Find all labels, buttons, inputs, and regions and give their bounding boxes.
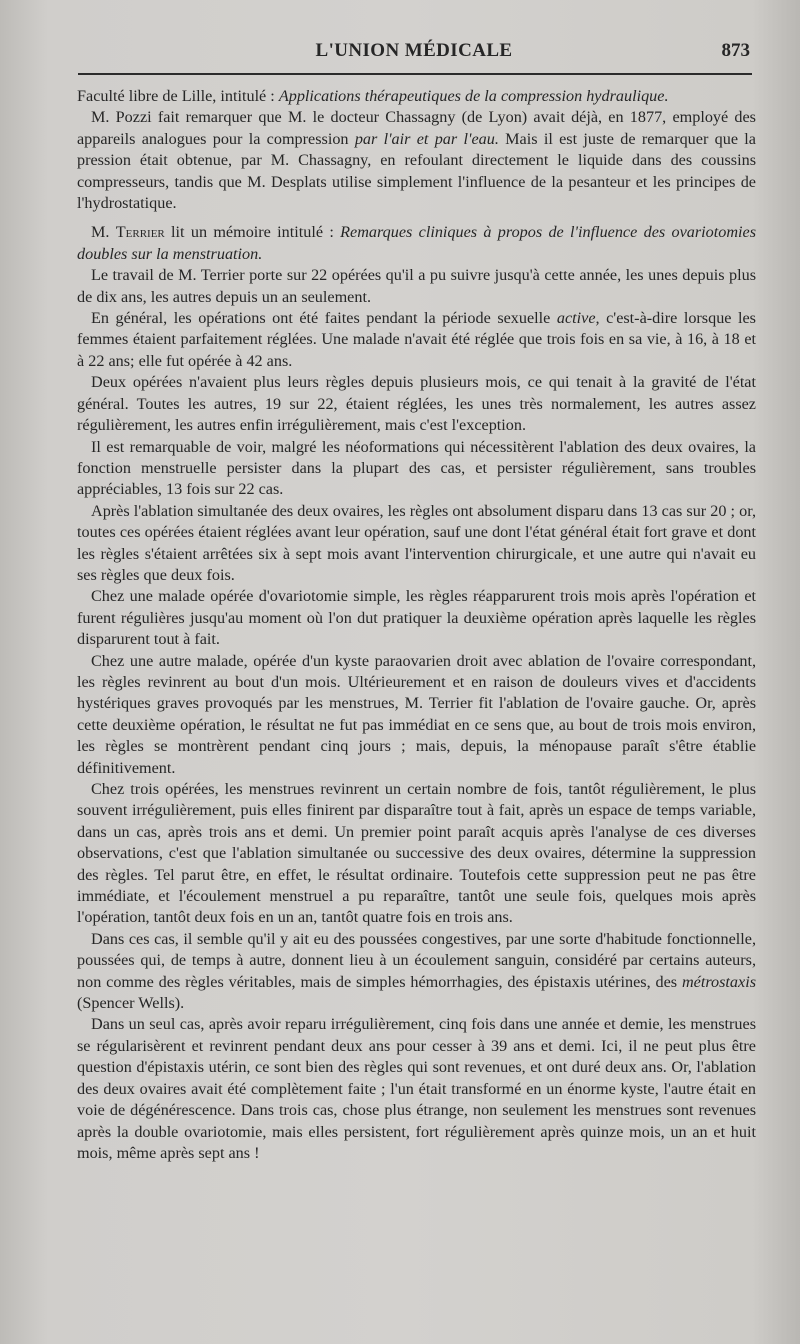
paragraph-text: c'est-à-dire lorsque les femmes étaient parfaitement réglées. Une malade n'avait été réglée que trois fois en sa vie, à 16, à 18 et à 22 ans; elle fut opérée à 42 ans. [77,309,756,370]
paragraph-text: Mais il est juste de remarquer que la pression était obtenue, par M. Chassagny, en refoulant directement le liquide dans des coussins compresseurs, tandis que M. Desplats utilise simplement l'influence de la pesanteur et les principes de l'hydrostatique. [77,129,756,213]
paragraph: Après l'ablation simultanée des deux ovaires, les règles ont absolument disparu dans 13 cas sur 20 ; or, toutes ces opérées étaient réglées avant leur opération, sauf une dont l'état général était fort grave et dont les règles s'étaient arrêtées six à sept mois avant l'intervention chirurgicale, et une autre qui n'avait eu ses règles que deux fois. [77,501,756,584]
running-head [78,36,750,68]
paragraph-text: (Spencer Wells). [77,994,185,1013]
paragraph-text: lit un mémoire intitulé : [164,223,341,242]
paragraph: Deux opérées n'avaient plus leurs règles depuis plusieurs mois, ce qui tenait à la gravité de l'état général. Toutes les autres, 19 sur 22, étaient réglées, les unes très normalement, les autres assez régulièrement, les autres enfin irrégulièrement, mais c'est l'exception. [77,373,756,435]
paragraph-text: M. Pozzi fait remarquer que M. le docteur Chassagny (de Lyon) avait déjà, en 1877, employé des appareils analogues pour la compression [77,108,756,148]
paragraph-text: M. [91,223,116,242]
paragraph-italic: métrostaxis [681,972,756,991]
article-body [77,86,756,1164]
journal-title: L'UNION MÉDICALE [315,40,513,61]
memoire-title: Remarques cliniques à propos de l'influence des ovariotomies doubles sur la menstruation. [77,223,757,263]
paragraph-italic: par l'air et par l'eau. [354,129,499,148]
paragraph-italic: Applications thérapeutiques de la compression hydraulique. [278,87,669,105]
paragraph: Chez une malade opérée d'ovariotomie simple, les règles réapparurent trois mois après l'opération et furent régulières jusqu'au moment où l'on dut pratiquer la deuxième opération après laquelle les règles disparurent tout à fait. [77,587,756,649]
paragraph-text: Faculté libre de Lille, intitulé : [77,87,279,105]
paragraph-metrostaxis [77,929,756,1015]
header-rule [78,73,752,75]
paragraph-italic: active, [556,309,600,328]
paragraph-terrier-memoire [77,222,756,265]
paragraph: Il est remarquable de voir, malgré les néoformations qui nécessitèrent l'ablation des deux ovaires, la fonction menstruelle persister dans la plupart des cas, et persister régulièrement, sans troubles appréciables, 13 fois sur 22 cas. [77,437,756,499]
paragraph: Dans un seul cas, après avoir reparu irrégulièrement, cinq fois dans une année et demie, les menstrues se régularisèrent et revinrent pendant deux ans pour cesser à 39 ans et demi. Ici, il ne peut plus être question d'épistaxis utérin, ce sont bien des règles qui sont revenues, et ont duré deux ans. Or, l'ablation des deux ovaires avait été complètement faite ; l'un était transformé en un énorme kyste, l'autre était en voie de dégénérescence. Dans trois cas, chose plus étrange, non seulement les menstrues sont revenues après la double ovariotomie, mais elles persistent, fort régulièrement après quinze mois, un an et huit mois, même après sept ans ! [77,1015,756,1162]
paragraph-periode-sexuelle [77,308,756,372]
page-number: 873 [721,40,750,61]
paragraph: Chez trois opérées, les menstrues revinrent un certain nombre de fois, tantôt régulièrement, le plus souvent irrégulièrement, puis elles finirent par disparaître tout à fait, après un espace de temps variable, dans un cas, après trois ans et demi. Un premier point paraît acquis après l'analyse de ces diverses observations, c'est que l'ablation simultanée ou successive des deux ovaires, détermine la suppression des règles. Tel parut être, en effet, le résultat ordinaire. Toutefois cette suppression peut ne pas être immédiate, et l'écoulement menstruel a pu reparaître, tantôt une seule fois, quelques mois après l'opération, tantôt deux fois en un an, tantôt quatre fois en trois ans. [77,780,756,927]
paragraph: Chez une autre malade, opérée d'un kyste paraovarien droit avec ablation de l'ovaire correspondant, les règles revinrent au bout d'un mois. Ultérieurement et en raison de douleurs vives et d'accidents hystériques graves provoqués par les menstrues, M. Terrier fit l'ablation de l'ovaire gauche. Or, après cette deuxième opération, le résultat ne fut pas immédiat en ce sens que, au bout de trois mois environ, les règles se montrèrent pendant cinq jours ; mais, depuis, la ménopause paraît s'être établie définitivement. [77,651,756,777]
paragraph-faculte-lille [77,86,756,107]
author-name: Terrier [115,223,165,242]
paragraph-pozzi [77,107,756,214]
paragraph-text: En général, les opérations ont été faites pendant la période sexuelle [91,309,557,328]
paragraph-text: Dans ces cas, il semble qu'il y ait eu des poussées congestives, par une sorte d'habitude fonctionnelle, poussées qui, de temps à autre, donnent lieu à un écoulement sanguin, considéré par certains auteurs, non comme des règles véritables, mais de simples hémorrhagies, des épistaxis utérines, des [77,929,756,991]
paragraph: Le travail de M. Terrier porte sur 22 opérées qu'il a pu suivre jusqu'à cette année, les unes depuis plus de dix ans, les autres depuis un an seulement. [77,266,756,306]
